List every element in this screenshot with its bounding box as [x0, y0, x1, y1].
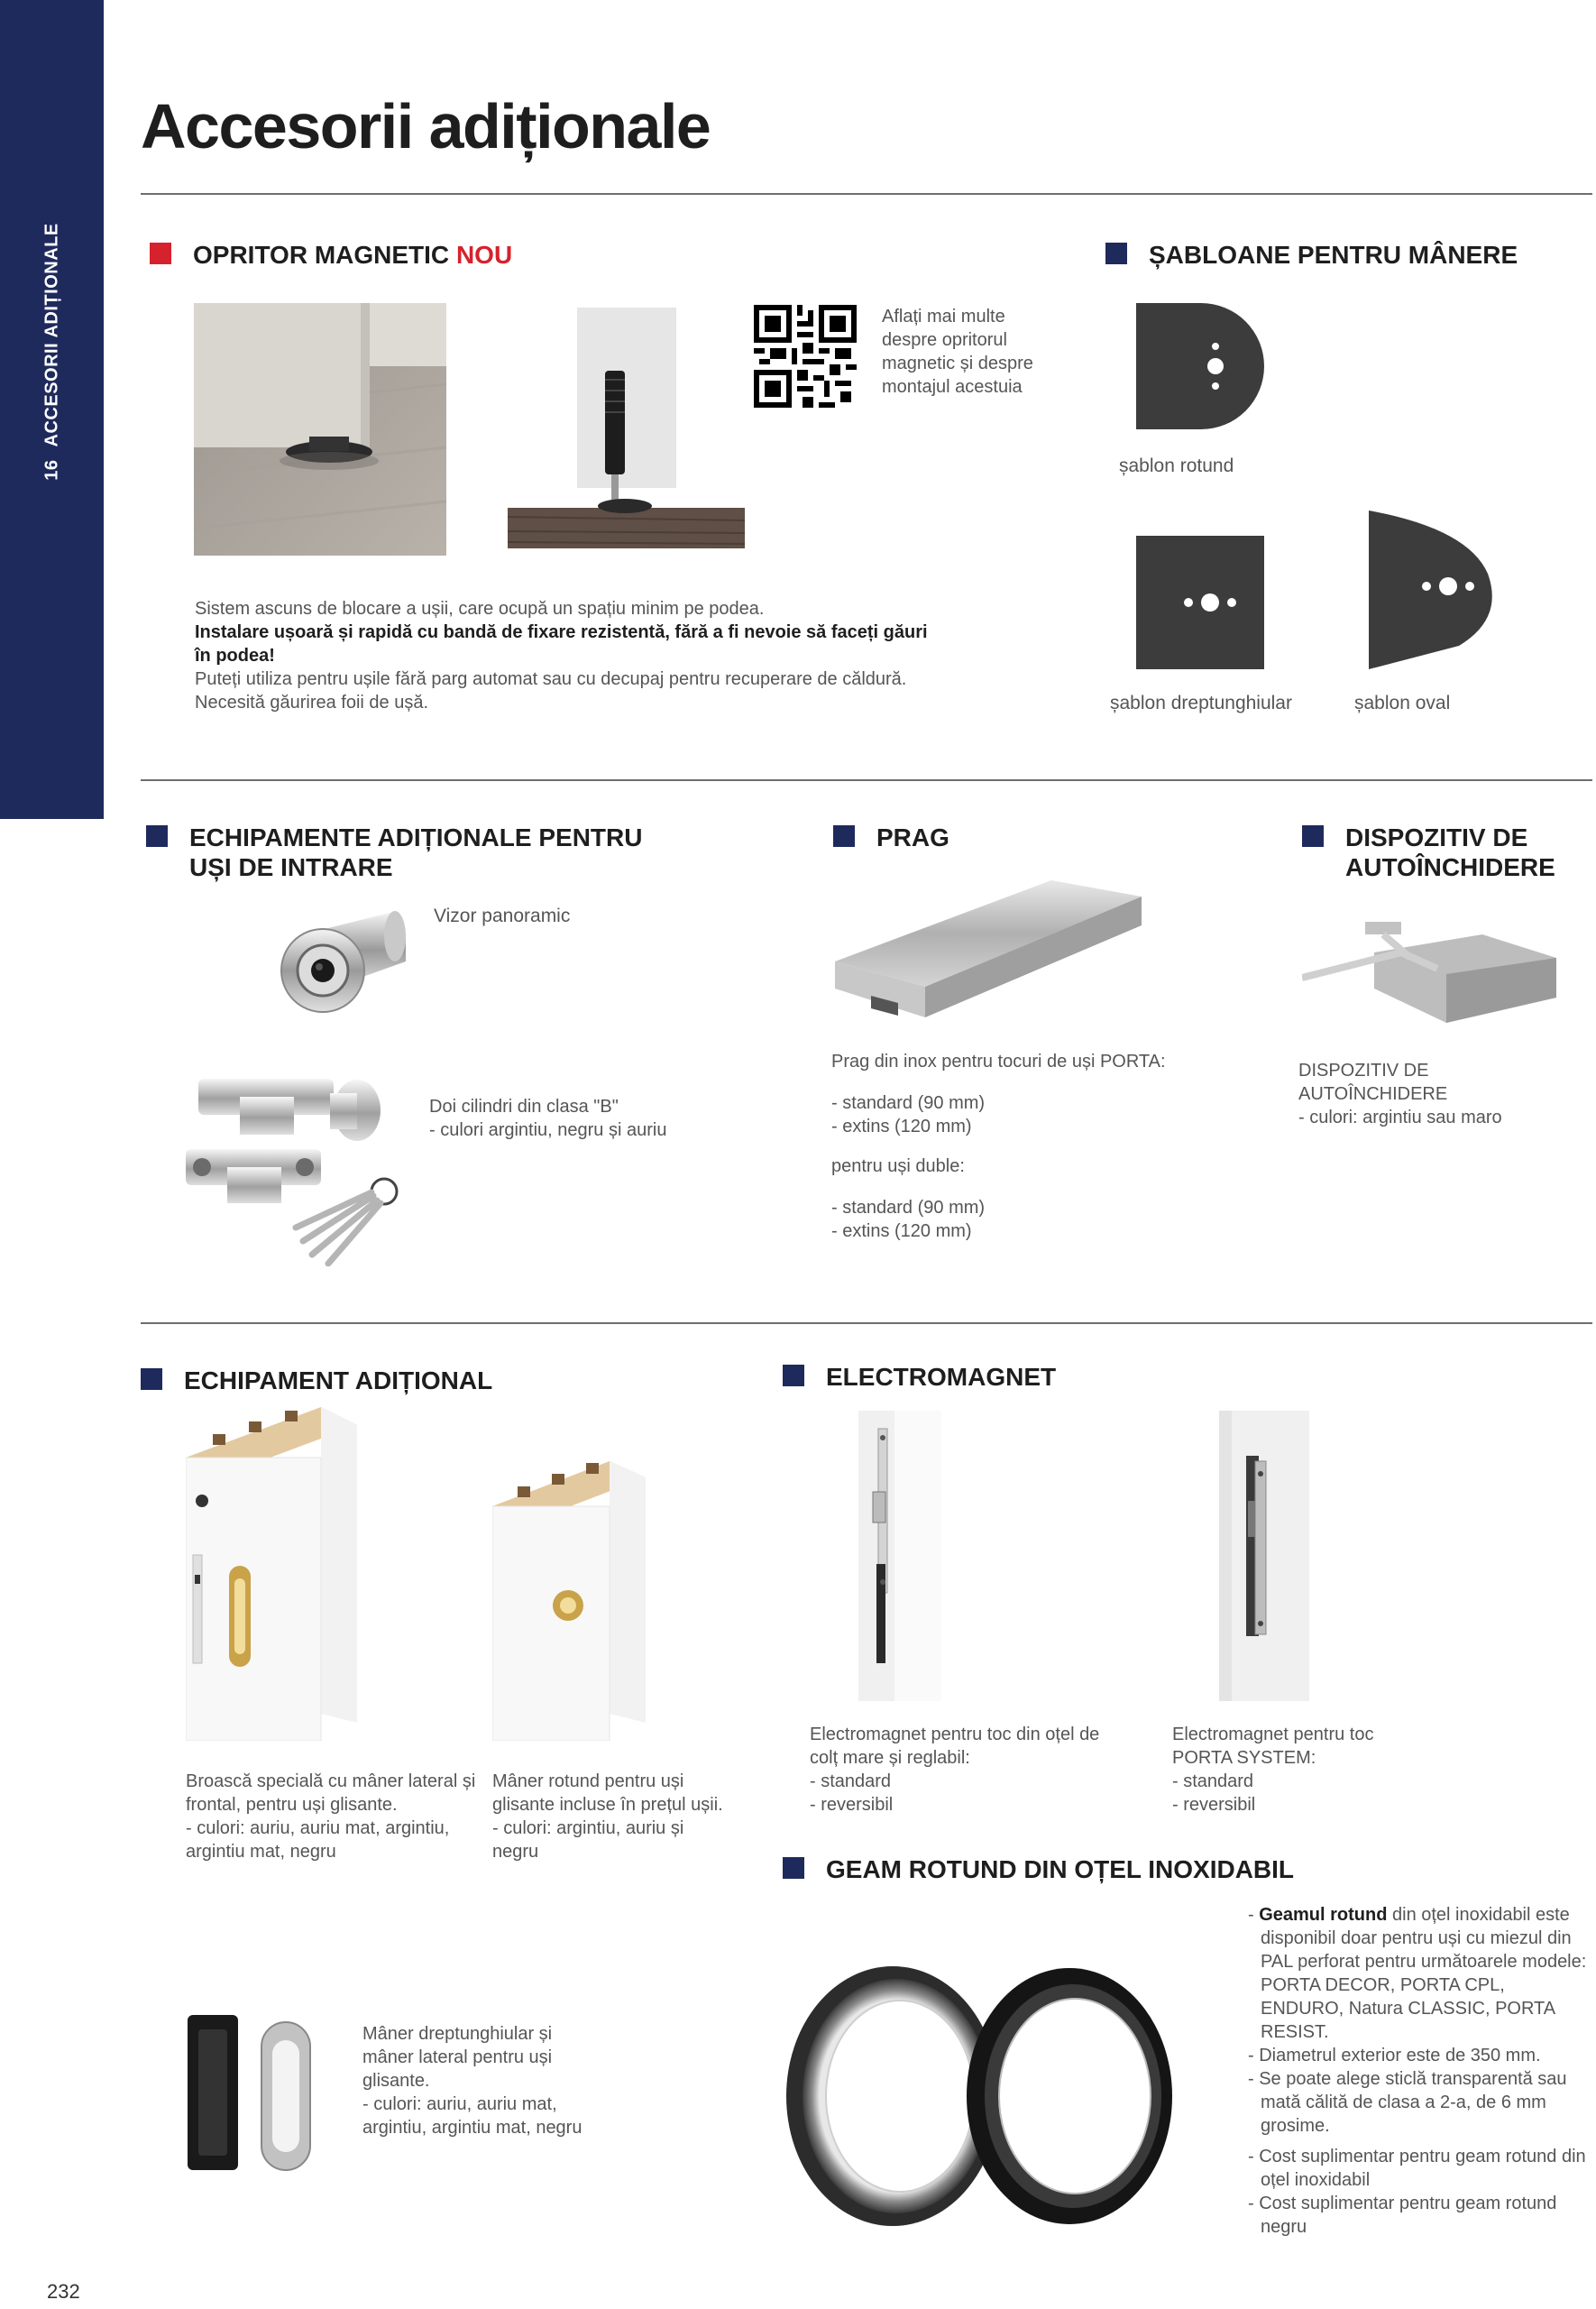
page-title: Accesorii adiționale: [141, 91, 711, 161]
rect-handle-text: Mâner dreptunghiular și mâner lateral pentru uși glisante. - culori: auriu, auriu mat, argintiu, argintiu mat, negru: [362, 2024, 582, 2138]
round-glass-image: [786, 1964, 1174, 2228]
glass-detail-1: - Geamul rotund din oțel inoxidabil este disponibil doar pentru uși cu miezul din PAL perforat pentru următoarele modele: PORTA DECOR, PORTA CPL, ENDURO, Natura CLASSIC, PORTA RESIST.: [1248, 1905, 1587, 2042]
glass-detail-3: - Se poate alege sticlă transparentă sau mată călită de clasa a 2-a, de 6 mm grosime.: [1248, 2069, 1567, 2136]
navy-square-icon: [146, 825, 168, 847]
desc-line-3: Puteți utiliza pentru ușile fără parg automat sau cu decupaj pentru recuperare de căldură.: [195, 669, 907, 689]
qr-code[interactable]: [754, 305, 857, 408]
magnetic-stopper-title: OPRITOR MAGNETIC: [193, 241, 450, 269]
threshold-heading: [833, 823, 949, 852]
round-template-image: [1136, 303, 1264, 429]
navy-square-icon: [783, 1857, 804, 1879]
glass-detail-3-text: Se poate alege sticlă transparentă sau mată călită de clasa a 2-a, de 6 mm grosime.: [1259, 2069, 1567, 2136]
cylinders-image: [186, 1061, 411, 1266]
new-badge: NOU: [455, 241, 513, 269]
magnetic-stopper-description: [195, 597, 934, 714]
round-handle-text: Mâner rotund pentru uși glisante incluse în prețul ușii. - culori: argintiu, auriu și negru: [492, 1771, 723, 1862]
door-closer-title: DISPOZITIV DE AUTOÎNCHIDERE: [1345, 823, 1555, 881]
glass-detail-2: - Diametrul exterior este de 350 mm.: [1248, 2046, 1541, 2065]
navy-square-icon: [1302, 825, 1324, 847]
glass-detail-4: - Cost suplimentar pentru geam rotund din oțel inoxidabil: [1248, 2147, 1586, 2190]
desc-line-1: Sistem ascuns de blocare a ușii, care ocupă un spațiu minim pe podea.: [195, 599, 765, 619]
qr-caption: Aflați mai multe despre opritorul magnetic și despre montajul acestuia: [882, 307, 1033, 397]
sidebar: [0, 0, 104, 819]
magnetic-stopper-photo-detail: [508, 308, 745, 548]
electromagnet-title: ELECTROMAGNET: [826, 1363, 1057, 1391]
divider: [141, 193, 1592, 195]
navy-square-icon: [141, 1368, 162, 1390]
cylinders-text: Doi cilindri din clasa "B" - culori argintiu, negru și auriu: [429, 1097, 667, 1140]
additional-equipment-heading: [141, 1366, 492, 1395]
glass-detail-4-text: Cost suplimentar pentru geam rotund din oțel inoxidabil: [1259, 2147, 1586, 2190]
entry-equipment-heading: [146, 823, 642, 882]
desc-line-4: Necesită găurirea foii de ușă.: [195, 693, 429, 713]
rect-template-label: șablon dreptunghiular: [1110, 693, 1292, 713]
sidebar-label: [42, 223, 63, 480]
peephole-label: Vizor panoramic: [434, 906, 571, 926]
page-number: 232: [47, 2280, 80, 2303]
peephole-image: [276, 898, 406, 1019]
round-glass-title: GEAM ROTUND DIN OȚEL INOXIDABIL: [826, 1855, 1295, 1883]
navy-square-icon: [783, 1365, 804, 1386]
sliding-lock-text: Broască specială cu mâner lateral și frontal, pentru uși glisante. - culori: auriu, auriu mat, argintiu, argintiu mat, negru: [186, 1771, 476, 1862]
glass-detail-1-bold: Geamul rotund: [1259, 1905, 1388, 1925]
desc-bold: Instalare ușoară și rapidă cu bandă de fixare rezistentă, fără a fi nevoie să faceți găuri în podea!: [195, 622, 928, 666]
glass-detail-5: - Cost suplimentar pentru geam rotund negru: [1248, 2194, 1557, 2237]
glass-detail-1-text: din oțel inoxidabil este disponibil doar pentru uși cu miezul din PAL perforat pentru următoarele modele: PORTA DECOR, PORTA CPL, ENDURO, Natura CLASSIC, PORTA RESIST.: [1261, 1905, 1587, 2042]
magnetic-stopper-photo-door: [194, 303, 446, 556]
oval-template-image: [1369, 511, 1495, 669]
round-handle-image: [492, 1461, 646, 1741]
navy-square-icon: [833, 825, 855, 847]
round-glass-details: [1248, 1903, 1589, 2239]
entry-equipment-title: ECHIPAMENTE ADIȚIONALE PENTRU UȘI DE INTRARE: [189, 823, 643, 881]
electromagnet-heading: [783, 1362, 1056, 1392]
threshold-double-options: - standard (90 mm) - extins (120 mm): [831, 1198, 986, 1241]
threshold-double-label: pentru uși duble:: [831, 1156, 965, 1176]
electromagnet-text-2: Electromagnet pentru toc PORTA SYSTEM: - standard - reversibil: [1172, 1725, 1374, 1815]
electromagnet-text-1: Electromagnet pentru toc din oțel de colț mare și reglabil: - standard - reversibil: [810, 1725, 1100, 1815]
rect-template-image: [1136, 536, 1264, 669]
divider: [141, 1322, 1592, 1324]
section-label: ACCESORII ADIȚIONALE: [41, 223, 62, 447]
threshold-title: PRAG: [876, 823, 949, 851]
section-number: 16: [41, 459, 62, 481]
handle-templates-title: ȘABLOANE PENTRU MÂNERE: [1149, 241, 1518, 269]
electromagnet-image-1: [858, 1411, 941, 1701]
navy-square-icon: [1105, 243, 1127, 264]
round-template-label: șablon rotund: [1119, 455, 1234, 476]
handle-templates-heading: [1105, 240, 1518, 270]
threshold-line-1: Prag din inox pentru tocuri de uși PORTA:: [831, 1052, 1166, 1072]
threshold-image: [835, 880, 1142, 1021]
additional-equipment-title: ECHIPAMENT ADIȚIONAL: [184, 1366, 493, 1394]
glass-detail-5-text: Cost suplimentar pentru geam rotund negru: [1259, 2194, 1557, 2237]
round-glass-heading: [783, 1854, 1294, 1884]
door-closer-text: DISPOZITIV DE AUTOÎNCHIDERE - culori: argintiu sau maro: [1298, 1061, 1502, 1127]
rect-handle-image: [186, 2011, 312, 2174]
glass-detail-2-text: Diametrul exterior este de 350 mm.: [1259, 2046, 1541, 2065]
divider: [141, 779, 1592, 781]
door-closer-heading: [1302, 823, 1555, 882]
oval-template-label: șablon oval: [1354, 693, 1451, 713]
electromagnet-image-2: [1219, 1411, 1309, 1701]
sliding-lock-image: [186, 1407, 357, 1741]
red-square-icon: [150, 243, 171, 264]
magnetic-stopper-heading: [150, 240, 512, 270]
door-closer-image: [1302, 916, 1556, 1028]
threshold-single-options: - standard (90 mm) - extins (120 mm): [831, 1093, 986, 1136]
